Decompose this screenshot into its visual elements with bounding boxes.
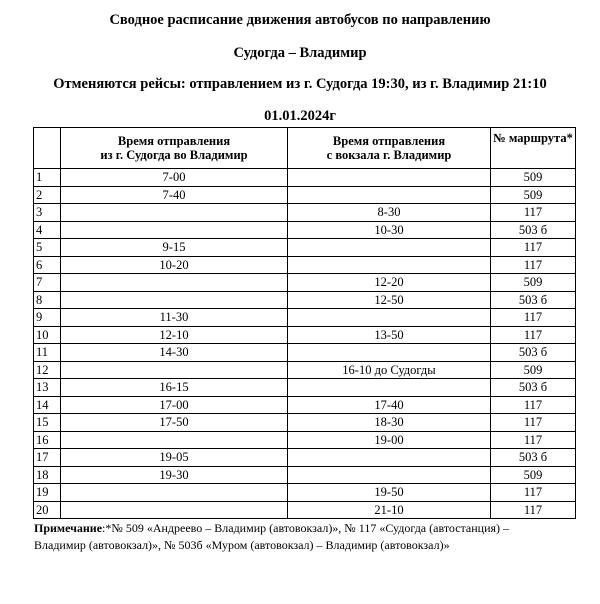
row-number-cell: 8 xyxy=(34,291,61,309)
column-header-line: из г. Судогда во Владимир xyxy=(100,148,248,162)
row-number-cell: 11 xyxy=(34,344,61,362)
departure-vladimir-cell xyxy=(288,466,491,484)
route-number-cell: 117 xyxy=(491,396,576,414)
departure-vladimir-cell: 10-30 xyxy=(288,221,491,239)
row-number-cell: 15 xyxy=(34,414,61,432)
route-number-cell: 117 xyxy=(491,204,576,222)
departure-sudogda-cell: 16-15 xyxy=(61,379,288,397)
route-number-cell: 117 xyxy=(491,484,576,502)
table-row xyxy=(34,204,576,222)
table-row xyxy=(34,169,576,187)
row-number-cell: 2 xyxy=(34,186,61,204)
column-header-from-sudogda xyxy=(61,128,288,169)
departure-vladimir-cell: 19-00 xyxy=(288,431,491,449)
route-number-cell: 509 xyxy=(491,186,576,204)
route-number-cell: 117 xyxy=(491,414,576,432)
departure-vladimir-cell: 13-50 xyxy=(288,326,491,344)
column-header-line: Время отправления xyxy=(332,134,446,148)
departure-vladimir-cell: 12-50 xyxy=(288,291,491,309)
table-row xyxy=(34,484,576,502)
departure-sudogda-cell xyxy=(61,501,288,519)
table-row xyxy=(34,309,576,327)
row-number-cell: 1 xyxy=(34,169,61,187)
route-number-cell: 503 б xyxy=(491,221,576,239)
column-header-line: с вокзала г. Владимир xyxy=(326,148,452,162)
footnote-label: Примечание xyxy=(34,521,103,535)
route-number-cell: 117 xyxy=(491,256,576,274)
departure-sudogda-cell xyxy=(61,361,288,379)
table-row xyxy=(34,431,576,449)
row-number-cell: 12 xyxy=(34,361,61,379)
row-number-cell: 17 xyxy=(34,449,61,467)
route-number-cell: 503 б xyxy=(491,344,576,362)
row-number-cell: 3 xyxy=(34,204,61,222)
route-number-cell: 503 б xyxy=(491,449,576,467)
row-number-cell: 4 xyxy=(34,221,61,239)
route-number-cell: 117 xyxy=(491,431,576,449)
table-row xyxy=(34,344,576,362)
row-number-cell: 19 xyxy=(34,484,61,502)
table-row xyxy=(34,466,576,484)
departure-vladimir-cell xyxy=(288,169,491,187)
row-number-cell: 18 xyxy=(34,466,61,484)
row-number-cell: 6 xyxy=(34,256,61,274)
row-number-cell: 20 xyxy=(34,501,61,519)
departure-sudogda-cell: 19-05 xyxy=(61,449,288,467)
column-header-line: № маршрута* xyxy=(493,131,573,145)
row-number-cell: 7 xyxy=(34,274,61,292)
departure-sudogda-cell: 19-30 xyxy=(61,466,288,484)
table-row xyxy=(34,379,576,397)
departure-sudogda-cell: 14-30 xyxy=(61,344,288,362)
departure-vladimir-cell: 21-10 xyxy=(288,501,491,519)
departure-sudogda-cell xyxy=(61,484,288,502)
route-number-cell: 117 xyxy=(491,326,576,344)
route-number-cell: 509 xyxy=(491,361,576,379)
table-row xyxy=(34,291,576,309)
effective-date: 01.01.2024г xyxy=(264,108,336,124)
departure-sudogda-cell: 7-00 xyxy=(61,169,288,187)
schedule-table xyxy=(33,127,576,519)
departure-vladimir-cell xyxy=(288,449,491,467)
route-number-cell: 503 б xyxy=(491,379,576,397)
table-row xyxy=(34,449,576,467)
departure-vladimir-cell: 12-20 xyxy=(288,274,491,292)
table-row xyxy=(34,361,576,379)
route-number-cell: 509 xyxy=(491,274,576,292)
route-number-cell: 509 xyxy=(491,169,576,187)
row-number-cell: 16 xyxy=(34,431,61,449)
schedule-title: Сводное расписание движения автобусов по направлению xyxy=(109,12,491,28)
column-header-number xyxy=(34,128,61,169)
table-row xyxy=(34,326,576,344)
departure-vladimir-cell: 18-30 xyxy=(288,414,491,432)
departure-vladimir-cell: 16-10 до Судогды xyxy=(288,361,491,379)
table-row xyxy=(34,239,576,257)
table-row xyxy=(34,256,576,274)
departure-vladimir-cell xyxy=(288,186,491,204)
route-number-cell: 117 xyxy=(491,309,576,327)
direction-title: Судогда – Владимир xyxy=(233,45,367,61)
departure-sudogda-cell xyxy=(61,274,288,292)
departure-vladimir-cell xyxy=(288,379,491,397)
departure-sudogda-cell: 17-50 xyxy=(61,414,288,432)
table-row xyxy=(34,501,576,519)
table-row xyxy=(34,396,576,414)
route-number-cell: 117 xyxy=(491,501,576,519)
table-row xyxy=(34,186,576,204)
row-number-cell: 13 xyxy=(34,379,61,397)
route-number-cell: 503 б xyxy=(491,291,576,309)
column-header-line: Время отправления xyxy=(117,134,231,148)
departure-sudogda-cell: 10-20 xyxy=(61,256,288,274)
row-number-cell: 14 xyxy=(34,396,61,414)
departure-vladimir-cell xyxy=(288,344,491,362)
departure-vladimir-cell: 8-30 xyxy=(288,204,491,222)
departure-vladimir-cell xyxy=(288,309,491,327)
departure-sudogda-cell: 11-30 xyxy=(61,309,288,327)
row-number-cell: 10 xyxy=(34,326,61,344)
departure-sudogda-cell: 9-15 xyxy=(61,239,288,257)
row-number-cell: 9 xyxy=(34,309,61,327)
departure-vladimir-cell xyxy=(288,256,491,274)
departure-sudogda-cell xyxy=(61,221,288,239)
departure-vladimir-cell: 17-40 xyxy=(288,396,491,414)
row-number-cell: 5 xyxy=(34,239,61,257)
route-number-cell: 509 xyxy=(491,466,576,484)
footnote xyxy=(34,520,579,554)
table-header-row xyxy=(34,128,576,169)
departure-sudogda-cell xyxy=(61,291,288,309)
departure-sudogda-cell: 7-40 xyxy=(61,186,288,204)
table-row xyxy=(34,221,576,239)
cancellation-notice: Отменяются рейсы: отправлением из г. Судогда 19:30, из г. Владимир 21:10 xyxy=(53,76,547,92)
table-row xyxy=(34,414,576,432)
departure-sudogda-cell xyxy=(61,204,288,222)
footnote-text-line2: Владимир (автовокзал)», № 503б «Муром (автовокзал) – Владимир (автовокзал)» xyxy=(34,538,450,552)
column-header-from-vladimir xyxy=(288,128,491,169)
column-header-route xyxy=(491,128,576,169)
departure-sudogda-cell: 17-00 xyxy=(61,396,288,414)
departure-vladimir-cell: 19-50 xyxy=(288,484,491,502)
departure-vladimir-cell xyxy=(288,239,491,257)
footnote-text-line1: :*№ 509 «Андреево – Владимир (автовокзал)», № 117 «Судогда (автостанция) – xyxy=(102,521,510,535)
route-number-cell: 117 xyxy=(491,239,576,257)
table-row xyxy=(34,274,576,292)
departure-sudogda-cell xyxy=(61,431,288,449)
departure-sudogda-cell: 12-10 xyxy=(61,326,288,344)
